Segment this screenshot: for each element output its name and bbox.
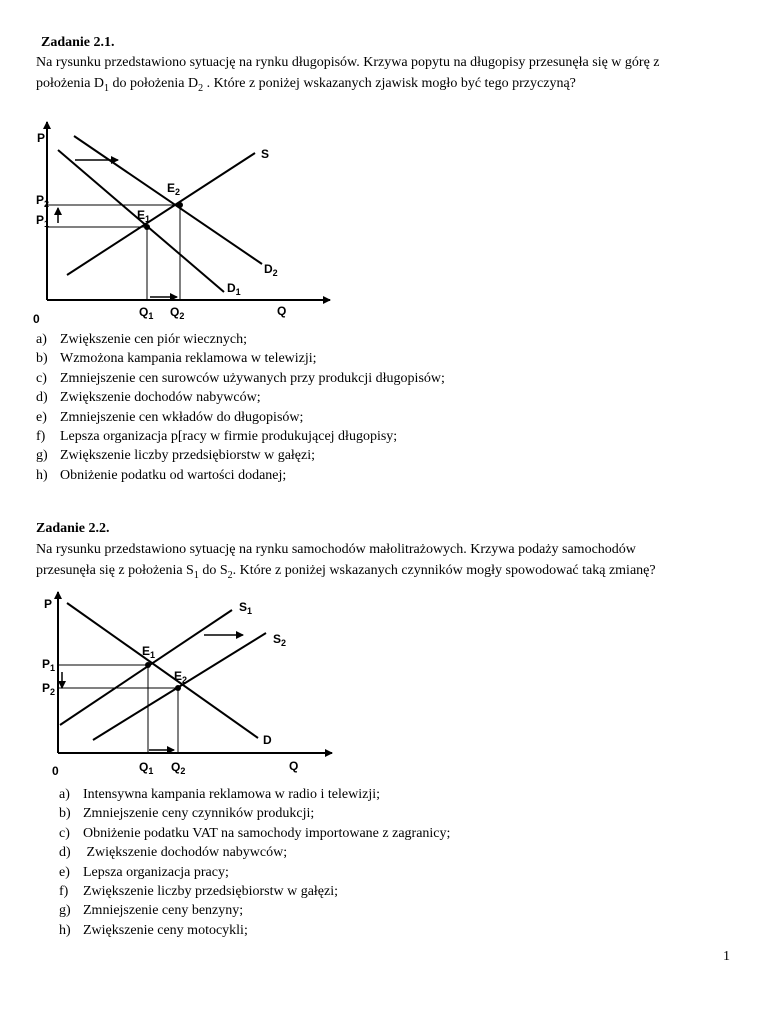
task1-e1-point	[144, 224, 150, 230]
task2-option-h: h) Zwiększenie ceny motocykli;	[59, 922, 248, 938]
task2-option-b: b) Zmniejszenie ceny czynników produkcji;	[59, 806, 315, 822]
task2-s2-label: $S_2$	[273, 632, 287, 648]
task2-e2-label: $E_2$	[174, 669, 188, 685]
task2-s1-label: $S_1$	[239, 600, 253, 616]
task2-title: Zadanie 2.2.	[36, 521, 110, 536]
task1-supply-curve	[67, 153, 255, 275]
task1-origin-label: 0	[33, 312, 40, 326]
task1-text-line1: Na rysunku przedstawiono sytuację na rynku długopisów. Krzywa popytu na długopisy przesunęła się w górę z	[36, 55, 660, 70]
task2-origin-label: 0	[52, 764, 59, 778]
task2-axis-p-label: P	[44, 597, 53, 611]
task2-e2-point	[175, 685, 181, 691]
task1-e2-label: $E_2$	[167, 181, 181, 197]
task2-description	[36, 539, 756, 586]
task2-options-list	[59, 785, 450, 940]
task2-p2-label: $P_2$	[42, 681, 56, 697]
task1-option-f: f) Lepsza organizacja p[racy w firmie produkującej długopisy;	[36, 428, 398, 444]
task2-e1-point	[145, 662, 151, 668]
page-number: 1	[723, 949, 730, 964]
task2-option-e: e) Lepsza organizacja pracy;	[59, 864, 229, 880]
task2-axis-q-label: Q	[289, 759, 299, 773]
task1-option-b: b) Wzmożona kampania reklamowa w telewizji;	[36, 351, 317, 367]
task2-option-f: f) Zwiększenie liczby przedsiębiorstw w gałęzi;	[59, 883, 339, 899]
task2-graph	[0, 580, 768, 780]
task2-p1-label: $P_1$	[42, 657, 56, 673]
task1-option-h: h) Obniżenie podatku od wartości dodanej;	[36, 467, 287, 483]
task2-demand-curve	[67, 603, 258, 738]
task1-title: Zadanie 2.1.	[41, 35, 115, 50]
task1-option-e: e) Zmniejszenie cen wkładów do długopisów;	[36, 409, 304, 425]
task1-axis-q-label: Q	[277, 304, 287, 318]
task1-e2-point	[177, 202, 183, 208]
task2-e1-label: $E_1$	[142, 644, 156, 660]
task1-d1-label: $D_1$	[227, 281, 241, 297]
task2-option-d: d) Zwiększenie dochodów nabywców;	[59, 845, 288, 861]
task1-axis-p-label: P	[37, 131, 46, 145]
task1-s-label: S	[261, 147, 270, 161]
task1-option-c: c) Zmniejszenie cen surowców używanych przy produkcji długopisów;	[36, 370, 445, 386]
task1-p1-label: $P_1$	[36, 213, 50, 229]
task2-d-label: D	[263, 733, 272, 747]
task1-d2-label: $D_2$	[264, 262, 278, 278]
task1-option-g: g) Zwiększenie liczby przedsiębiorstw w gałęzi;	[36, 448, 316, 464]
task1-graph	[0, 0, 768, 340]
task1-q2-label: $Q_2$	[170, 305, 185, 321]
task2-option-g: g) Zmniejszenie ceny benzyny;	[59, 903, 244, 919]
task1-option-d: d) Zwiększenie dochodów nabywców;	[36, 390, 261, 406]
task2-q2-label: $Q_2$	[171, 760, 186, 776]
task2-text-line1: Na rysunku przedstawiono sytuację na rynku samochodów małolitrażowych. Krzywa podaży samochodów	[36, 542, 636, 557]
task1-q1-label: $Q_1$	[139, 305, 154, 321]
task1-options-list	[36, 330, 445, 485]
task2-option-a: a) Intensywna kampania reklamowa w radio i telewizji;	[59, 787, 381, 802]
task1-p2-label: $P_2$	[36, 193, 50, 209]
task2-text-line2: przesunęła się z położenia $S_1$ do $S_2$. Które z poniżej wskazanych czynników mogły spowodować taką zmianę?	[36, 563, 656, 581]
task2-q1-label: $Q_1$	[139, 760, 154, 776]
task1-e1-label: $E_1$	[137, 208, 151, 224]
task1-option-a: a) Zwiększenie cen piór wiecznych;	[36, 332, 247, 347]
task1-text-line2: położenia $D_1$ do położenia $D_2$ . Które z poniżej wskazanych zjawisk mogło być tego przyczyną?	[36, 76, 576, 94]
task2-option-c: c) Obniżenie podatku VAT na samochody importowane z zagranicy;	[59, 825, 451, 841]
